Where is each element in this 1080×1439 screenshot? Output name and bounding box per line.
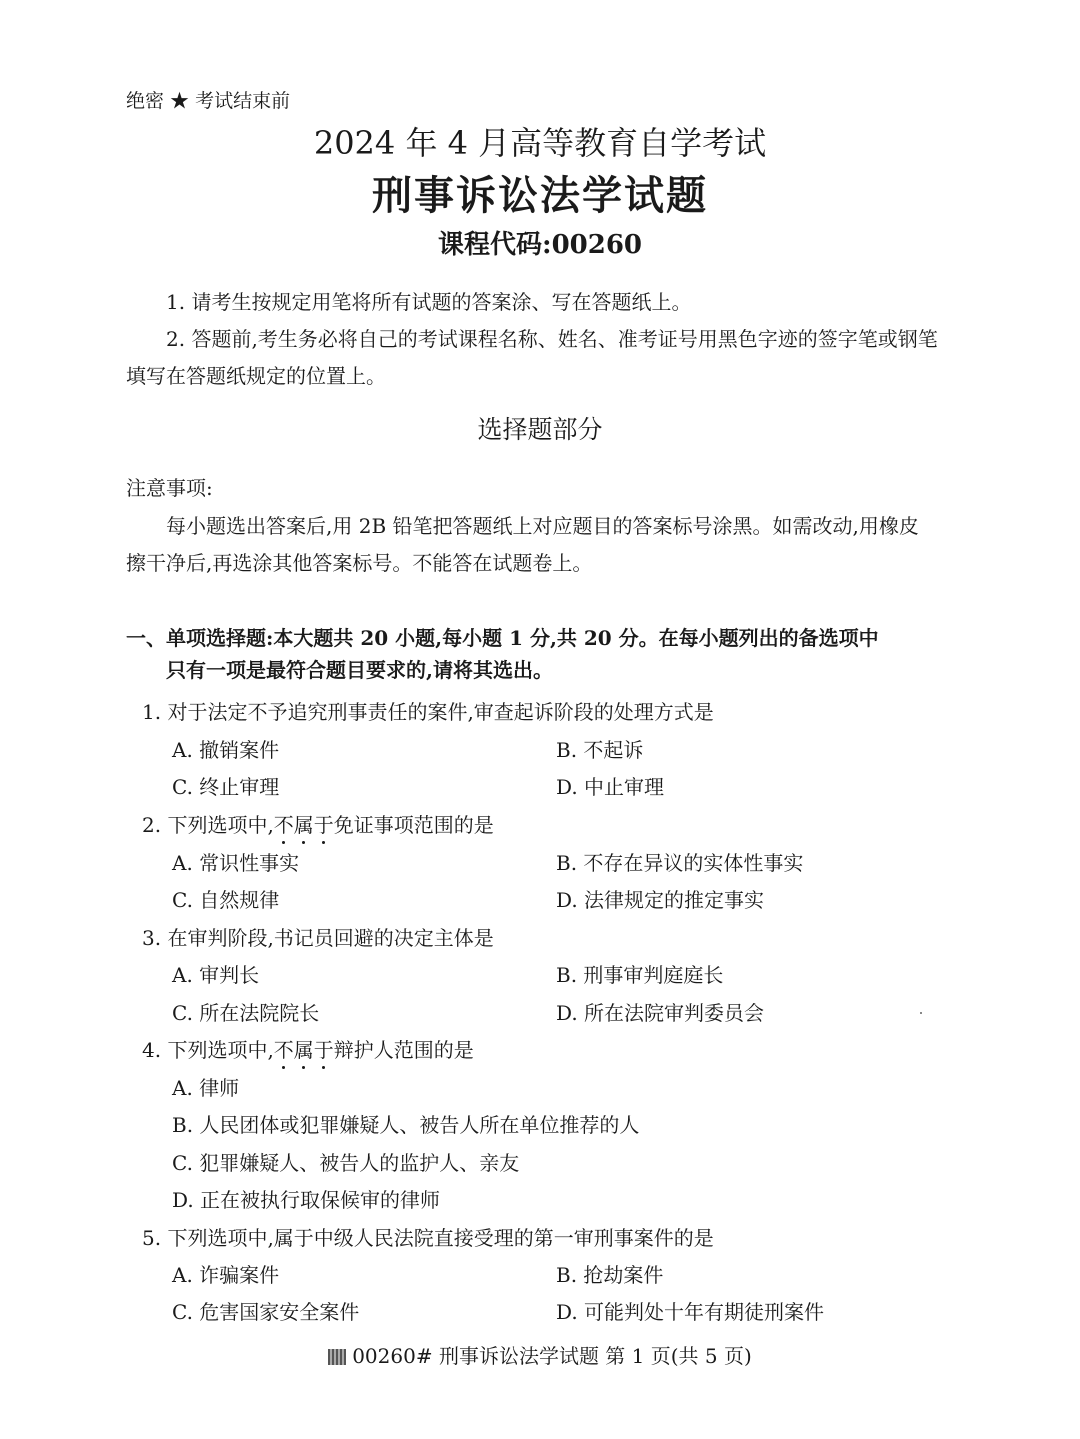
- question-5-option-a: A. 诈骗案件: [172, 1263, 280, 1287]
- question-5-option-b: B. 抢劫案件: [556, 1263, 664, 1287]
- emphasis-char: 于: [314, 1034, 334, 1063]
- part1-heading-line2: 只有一项是最符合题目要求的,请将其选出。: [166, 658, 553, 682]
- question-3-option-a: A. 审判长: [172, 963, 260, 987]
- question-3-option-d: D. 所在法院审判委员会: [556, 1001, 765, 1025]
- question-4-option-c: C. 犯罪嫌疑人、被告人的监护人、亲友: [172, 1151, 520, 1175]
- question-1-option-a: A. 撤销案件: [172, 738, 280, 762]
- notice-line2: 擦干净后,再选涂其他答案标号。不能答在试题卷上。: [126, 551, 593, 575]
- question-2-option-b: B. 不存在异议的实体性事实: [556, 851, 804, 875]
- emphasis-char: 属: [294, 809, 314, 838]
- question-3-stem: 3. 在审判阶段,书记员回避的决定主体是: [142, 926, 494, 950]
- instruction-1: 1. 请考生按规定用笔将所有试题的答案涂、写在答题纸上。: [166, 290, 692, 314]
- scan-speck: [920, 1012, 922, 1014]
- question-1-stem: 1. 对于法定不予追究刑事责任的案件,审查起诉阶段的处理方式是: [142, 700, 714, 724]
- emphasis-char: 不: [274, 1034, 294, 1063]
- question-2-stem-post: 免证事项范围的是: [333, 813, 494, 837]
- question-2-option-a: A. 常识性事实: [172, 851, 300, 875]
- notice-line1: 每小题选出答案后,用 2B 铅笔把答题纸上对应题目的答案标号涂黑。如需改动,用橡皮: [166, 514, 919, 538]
- question-5-option-d: D. 可能判处十年有期徒刑案件: [556, 1300, 825, 1324]
- part1-heading-line1: 一、单项选择题:本大题共 20 小题,每小题 1 分,共 20 分。在每小题列出的备选项中: [126, 626, 879, 650]
- page-footer: [0, 1340, 1080, 1369]
- question-4-option-d: D. 正在被执行取保候审的律师: [172, 1188, 441, 1212]
- instruction-2-line1: 2. 答题前,考生务必将自己的考试课程名称、姓名、准考证号用黑色字迹的签字笔或钢笔: [166, 327, 938, 351]
- question-5-option-c: C. 危害国家安全案件: [172, 1300, 360, 1324]
- emphasis-char: 于: [314, 809, 334, 838]
- question-4-option-a: A. 律师: [172, 1076, 240, 1100]
- question-2-stem-pre: 2. 下列选项中,: [142, 813, 274, 837]
- question-1-option-c: C. 终止审理: [172, 775, 280, 799]
- question-2-option-c: C. 自然规律: [172, 888, 280, 912]
- question-1-option-d: D. 中止审理: [556, 775, 665, 799]
- question-4-stem-pre: 4. 下列选项中,: [142, 1038, 274, 1062]
- emphasis-char: 不: [274, 809, 294, 838]
- question-2-option-d: D. 法律规定的推定事实: [556, 888, 765, 912]
- question-4-stem: [142, 1034, 474, 1063]
- question-5-stem: 5. 下列选项中,属于中级人民法院直接受理的第一审刑事案件的是: [142, 1226, 714, 1250]
- emphasis-char: 属: [294, 1034, 314, 1063]
- question-3-option-c: C. 所在法院院长: [172, 1001, 320, 1025]
- question-2-stem: [142, 809, 494, 838]
- barcode-icon: [328, 1349, 346, 1365]
- confidential-label: 绝密 ★ 考试结束前: [126, 90, 291, 112]
- question-3-option-b: B. 刑事审判庭庭长: [556, 963, 724, 987]
- course-code: 课程代码:00260: [437, 230, 643, 260]
- question-1-option-b: B. 不起诉: [556, 738, 644, 762]
- question-4-stem-post: 辩护人范围的是: [333, 1038, 474, 1062]
- subject-title: 刑事诉讼法学试题: [372, 172, 708, 219]
- footer-text: 00260# 刑事诉讼法学试题 第 1 页(共 5 页): [352, 1344, 752, 1368]
- exam-title: 2024 年 4 月高等教育自学考试: [313, 124, 767, 162]
- section-title: 选择题部分: [477, 415, 603, 444]
- instruction-2-line2: 填写在答题纸规定的位置上。: [126, 364, 386, 388]
- question-4-option-b: B. 人民团体或犯罪嫌疑人、被告人所在单位推荐的人: [172, 1113, 640, 1137]
- notice-heading: 注意事项:: [126, 476, 213, 500]
